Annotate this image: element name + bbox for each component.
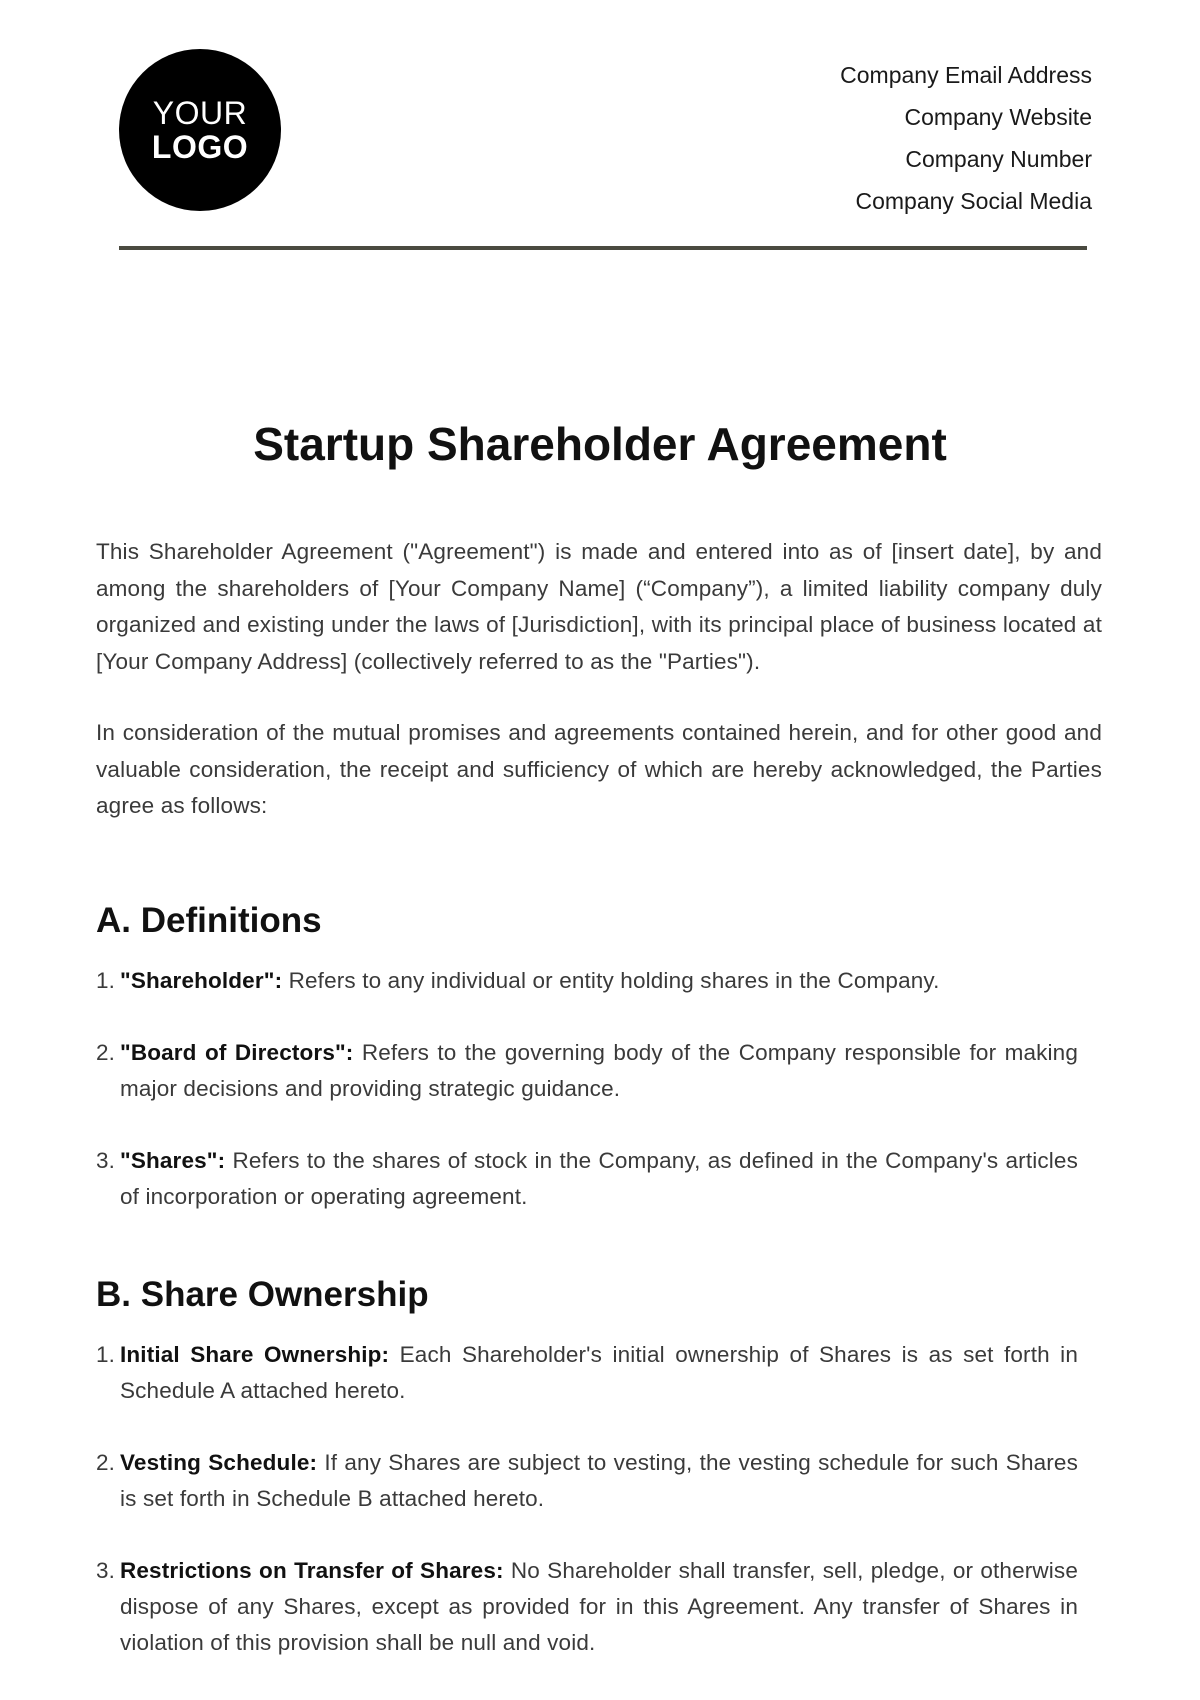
logo-text-your: YOUR [152, 95, 248, 131]
item-text: Each Shareholder's initial ownership of Shares is as set forth in Schedule A attached hereto. [120, 1341, 1078, 1403]
section-heading-share-ownership: B. Share Ownership [96, 1274, 429, 1314]
share-ownership-list [96, 1337, 1102, 1661]
item-number: 3. [96, 1557, 116, 1583]
company-logo [119, 49, 281, 211]
item-term: "Shares": [120, 1147, 226, 1173]
item-term: Vesting Schedule: [120, 1449, 318, 1475]
list-item [96, 963, 1078, 999]
header-divider [119, 246, 1087, 250]
company-contact-block [840, 54, 1092, 222]
company-email: Company Email Address [840, 62, 1092, 88]
item-number: 2. [96, 1039, 116, 1065]
item-text: Refers to the shares of stock in the Company, as defined in the Company's articles of incorporation or operating agreement. [120, 1147, 1078, 1209]
item-term: "Shareholder": [120, 967, 283, 993]
item-term: "Board of Directors": [120, 1039, 354, 1065]
definitions-list [96, 963, 1102, 1215]
item-text: No Shareholder shall transfer, sell, pledge, or otherwise dispose of any Shares, except as provided for in this Agreement. Any transfer of Shares in violation of this provision shall be null and void. [120, 1557, 1078, 1655]
section-heading-definitions: A. Definitions [96, 900, 322, 940]
list-item [96, 1337, 1078, 1409]
logo-text-logo: LOGO [151, 129, 249, 165]
item-number: 1. [96, 967, 116, 993]
item-text: Refers to any individual or entity holding shares in the Company. [282, 967, 940, 993]
list-item [96, 1553, 1078, 1661]
company-social-media: Company Social Media [855, 188, 1092, 214]
item-number: 3. [96, 1147, 116, 1173]
item-term: Restrictions on Transfer of Shares: [120, 1557, 504, 1583]
consideration-paragraph: In consideration of the mutual promises and agreements contained herein, and for other good and valuable consideration, the receipt and sufficiency of which are hereby acknowledged, the Parties agree as follows: [96, 720, 1102, 818]
company-number: Company Number [905, 146, 1092, 172]
list-item [96, 1143, 1078, 1215]
list-item [96, 1445, 1078, 1517]
list-item [96, 1035, 1078, 1107]
intro-paragraph: This Shareholder Agreement ("Agreement") is made and entered into as of [insert date], by and among the shareholders of [Your Company Name] (“Company”), a limited liability company duly organized and existing under the laws of [Jurisdiction], with its principal place of business located at [Your Company Address] (collectively referred to as the "Parties"). [96, 539, 1102, 674]
company-website: Company Website [904, 104, 1092, 130]
document-title: Startup Shareholder Agreement [253, 418, 947, 470]
item-term: Initial Share Ownership: [120, 1341, 390, 1367]
item-number: 1. [96, 1341, 116, 1367]
item-text: If any Shares are subject to vesting, the vesting schedule for such Shares is set forth in Schedule B attached hereto. [120, 1449, 1078, 1511]
item-text: Refers to the governing body of the Company responsible for making major decisions and providing strategic guidance. [120, 1039, 1079, 1101]
document-body [96, 534, 1102, 1661]
item-number: 2. [96, 1449, 116, 1475]
